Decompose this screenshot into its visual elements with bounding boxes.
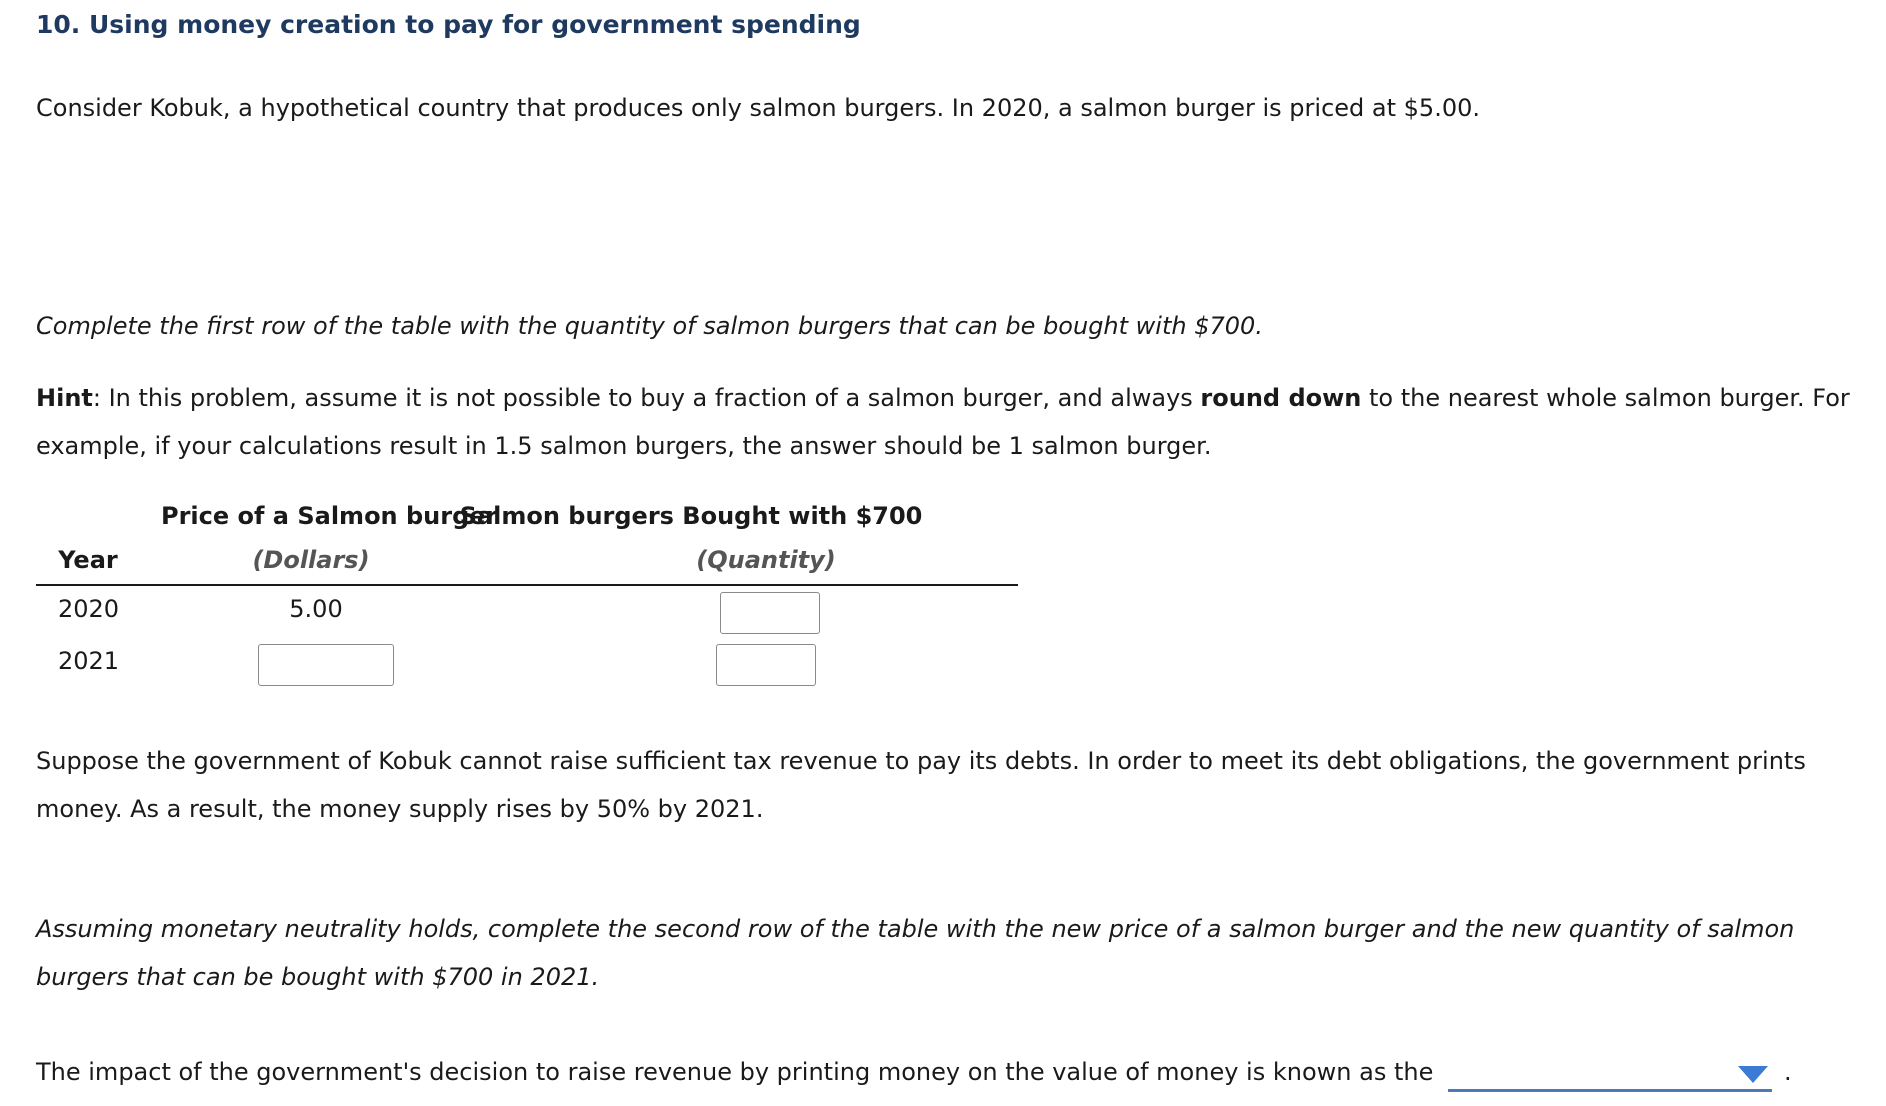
scenario-paragraph: Suppose the government of Kobuk cannot raise sufficient tax revenue to pay its debts. In order to meet its debt obligations, the government prints money. As a result, the money supply rises by 50% by 2021. (36, 747, 1806, 823)
price-2021-input[interactable] (258, 644, 394, 686)
final-period: . (1784, 1058, 1792, 1086)
question-title: 10. Using money creation to pay for government spending (36, 10, 861, 39)
col-header-year: Year (58, 546, 118, 574)
row-2020-price: 5.00 (289, 595, 343, 623)
final-sentence: The impact of the government's decision to raise revenue by printing money on the value of money is known as the (36, 1058, 1434, 1086)
col-unit-price: (Dollars) (252, 546, 370, 574)
table-header-divider (36, 584, 1018, 586)
instruction-second-row: Assuming monetary neutrality holds, complete the second row of the table with the new price of a salmon burger and the new quantity of salmon burgers that can be bought with $700 in 2021. (36, 915, 1795, 991)
col-header-quantity: Salmon burgers Bought with $700 (459, 502, 923, 530)
hint-paragraph (36, 374, 1866, 470)
chevron-down-icon[interactable] (1738, 1066, 1768, 1083)
answer-dropdown[interactable] (1448, 1058, 1772, 1092)
price-quantity-table (36, 492, 1018, 692)
row-2020-year: 2020 (58, 595, 120, 623)
quantity-2020-input[interactable] (720, 592, 820, 634)
row-2021-year: 2021 (58, 647, 120, 675)
hint-bold-round-down: round down (1200, 384, 1362, 412)
quantity-2021-input[interactable] (716, 644, 816, 686)
intro-paragraph: Consider Kobuk, a hypothetical country that produces only salmon burgers. In 2020, a salmon burger is priced at $5.00. (36, 94, 1480, 122)
instruction-first-row: Complete the first row of the table with the quantity of salmon burgers that can be bought with $700. (36, 312, 1263, 340)
hint-text-a: : In this problem, assume it is not possible to buy a fraction of a salmon burger, and always (92, 384, 1201, 412)
hint-text-b: to the nearest whole salmon burger. For example, if your calculations result in 1.5 salmon burgers, the answer should be 1 salmon burger. (36, 384, 1850, 460)
hint-label: Hint (36, 384, 93, 412)
col-unit-quantity: (Quantity) (696, 546, 836, 574)
col-header-price: Price of a Salmon burger (161, 502, 498, 530)
